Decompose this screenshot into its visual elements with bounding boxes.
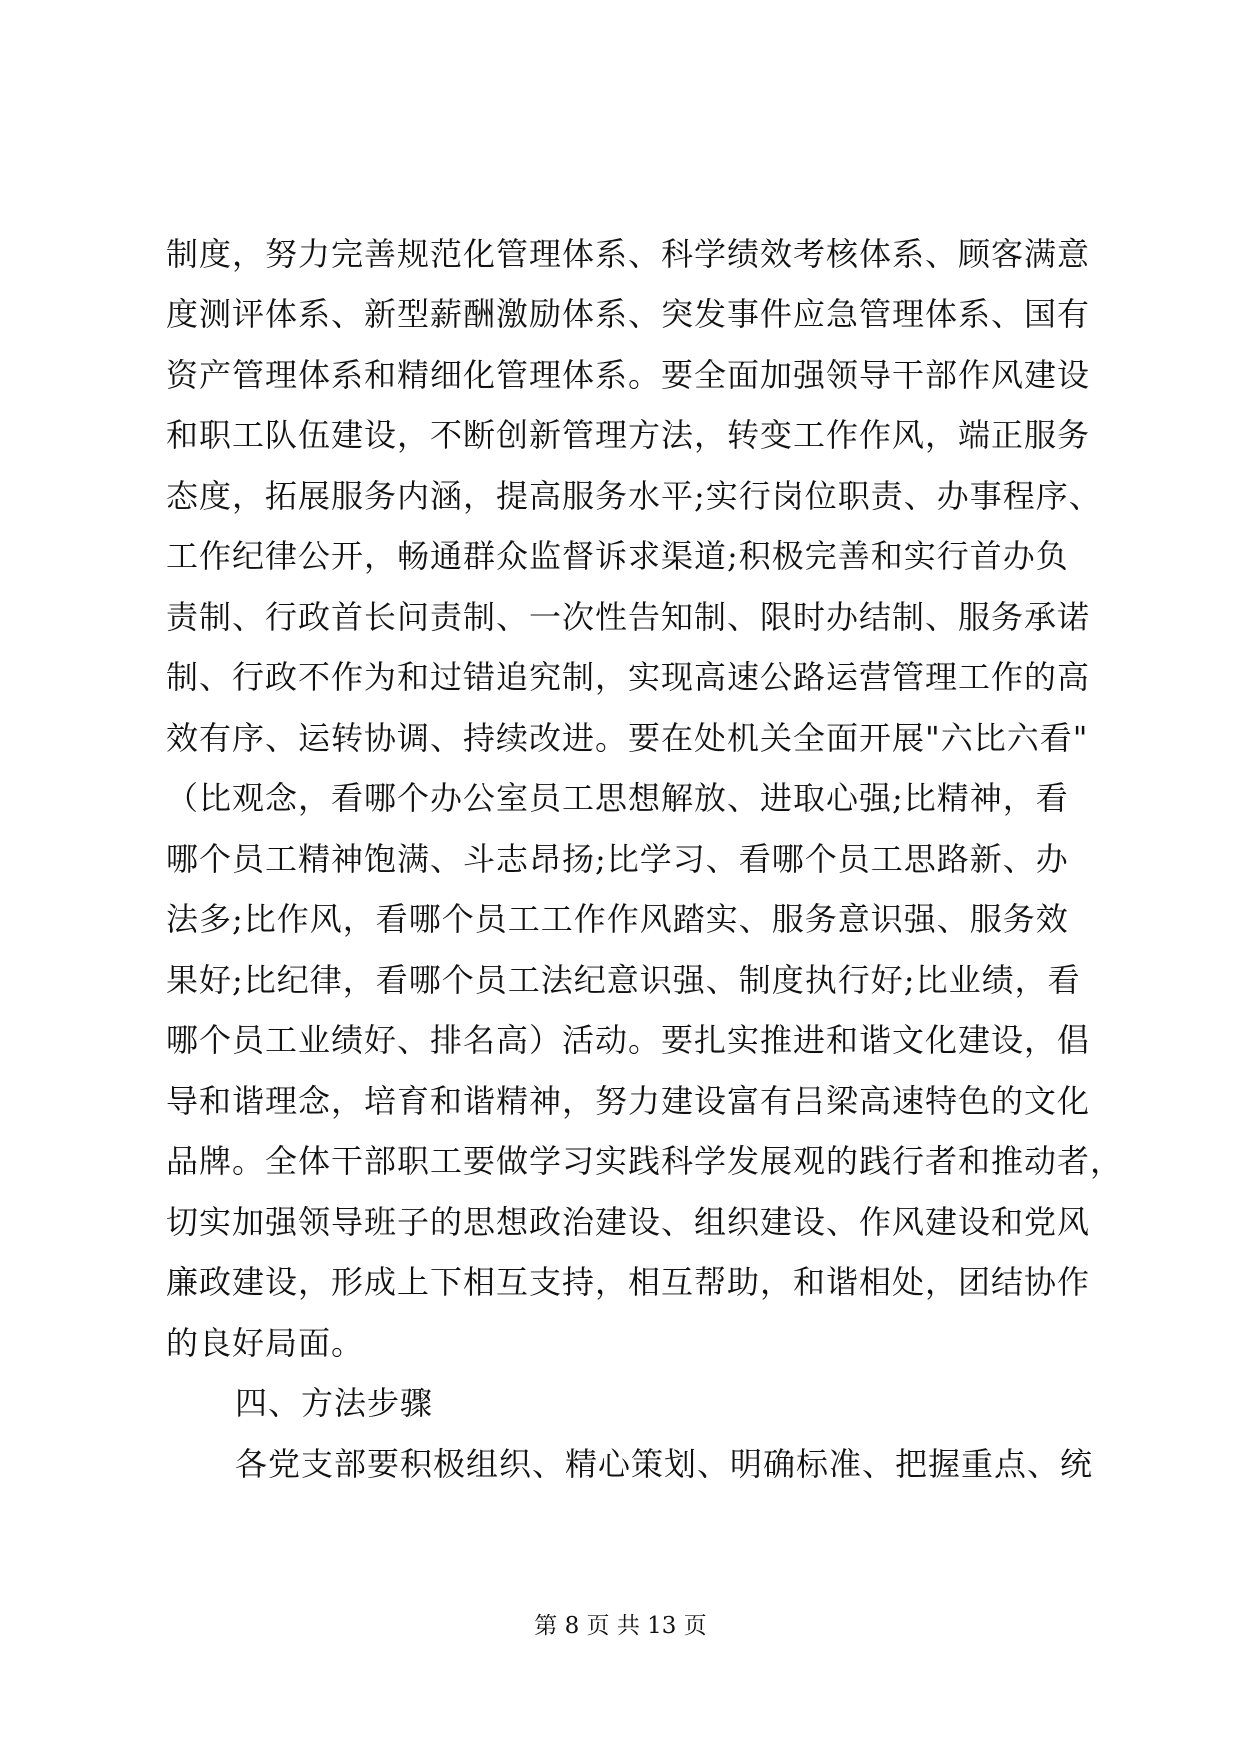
text-line: 和职工队伍建设，不断创新管理方法，转变工作作风，端正服务 xyxy=(166,416,1091,454)
text-line: 工作纪律公开，畅通群众监督诉求渠道;积极完善和实行首办负 xyxy=(166,537,1069,575)
text-line: 法多;比作风，看哪个员工工作作风踏实、服务意识强、服务效 xyxy=(166,900,1069,938)
text-line: 效有序、运转协调、持续改进。要在处机关全面开展"六比六看" xyxy=(166,719,1089,757)
section-heading: 四、方法步骤 xyxy=(235,1384,434,1422)
text-line: 导和谐理念，培育和谐精神，努力建设富有吕梁高速特色的文化 xyxy=(166,1082,1091,1120)
text-line: 责制、行政首长问责制、一次性告知制、限时办结制、服务承诺 xyxy=(166,598,1091,636)
text-line: 切实加强领导班子的思想政治建设、组织建设、作风建设和党风 xyxy=(166,1203,1091,1241)
text-line: 品牌。全体干部职工要做学习实践科学发展观的践行者和推动者， xyxy=(166,1142,1124,1180)
text-line: 哪个员工精神饱满、斗志昂扬;比学习、看哪个员工思路新、办 xyxy=(166,840,1069,878)
text-line: 制、行政不作为和过错追究制，实现高速公路运营管理工作的高 xyxy=(166,658,1091,696)
text-line: 的良好局面。 xyxy=(166,1324,365,1362)
text-line: 廉政建设，形成上下相互支持，相互帮助，和谐相处，团结协作 xyxy=(166,1263,1091,1301)
text-line: 资产管理体系和精细化管理体系。要全面加强领导干部作风建设 xyxy=(166,356,1091,394)
text-line: （比观念，看哪个办公室员工思想解放、进取心强;比精神，看 xyxy=(166,779,1069,817)
text-line: 态度，拓展服务内涵，提高服务水平;实行岗位职责、办事程序、 xyxy=(166,477,1102,515)
text-line: 度测评体系、新型薪酬激励体系、突发事件应急管理体系、国有 xyxy=(166,295,1091,333)
text-line: 果好;比纪律，看哪个员工法纪意识强、制度执行好;比业绩，看 xyxy=(166,961,1081,999)
page-number-footer: 第 8 页 共 13 页 xyxy=(534,1613,707,1639)
text-line: 制度，努力完善规范化管理体系、科学绩效考核体系、顾客满意 xyxy=(166,235,1091,273)
text-line: 哪个员工业绩好、排名高）活动。要扎实推进和谐文化建设，倡 xyxy=(166,1021,1091,1059)
text-line: 各党支部要积极组织、精心策划、明确标准、把握重点、统 xyxy=(235,1445,1094,1483)
